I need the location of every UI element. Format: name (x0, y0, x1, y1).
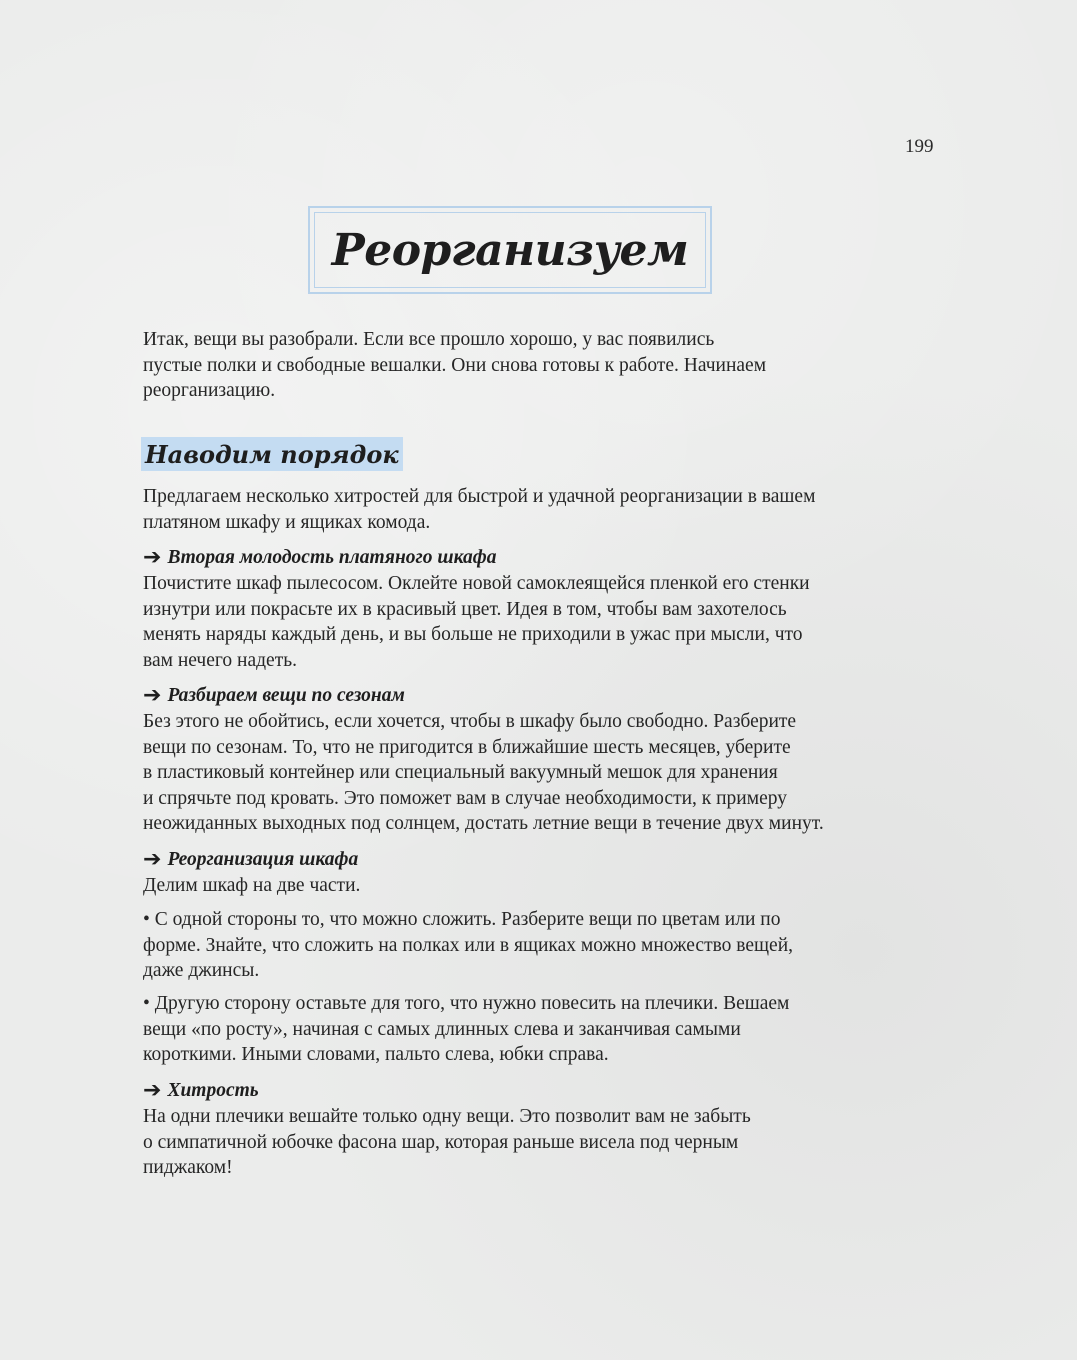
tip-paragraph (143, 571, 903, 673)
tip-line: и спрячьте под кровать. Это поможет вам в случае необходимости, к примеру (143, 787, 787, 809)
tip-line: менять наряды каждый день, и вы больше не приходили в ужас при мысли, что (143, 624, 803, 645)
page-number: 199 (905, 136, 934, 157)
intro-line: реорганизацию. (143, 380, 276, 401)
intro-line: пустые полки и свободные вешалки. Они снова готовы к работе. Начинаем (143, 354, 767, 376)
tip-paragraph (143, 709, 903, 837)
bullet-line: • Другую сторону оставьте для того, что нужно повесить на плечики. Вешаем (143, 993, 790, 1014)
tip-line: Делим шкаф на две части. (143, 875, 361, 896)
bullet-line: вещи «по росту», начиная с самых длинных слева и заканчивая самыми (143, 1018, 741, 1040)
section-intro-paragraph (143, 484, 903, 535)
tip-title: Хитрость (167, 1080, 259, 1101)
bullet-paragraph (143, 907, 903, 984)
bullet-line: короткими. Иными словами, пальто слева, юбки справа. (143, 1044, 609, 1065)
tip-line: изнутри или покрасьте их в красивый цвет. Идея в том, чтобы вам захотелось (143, 598, 787, 620)
section-heading-text: Наводим порядок (145, 439, 399, 469)
title-frame-inner (314, 212, 706, 288)
tip-heading (143, 1079, 259, 1103)
tip-line: пиджаком! (143, 1157, 233, 1178)
tip-heading (143, 546, 496, 570)
arrow-right-icon: ➔ (143, 847, 162, 872)
arrow-right-icon: ➔ (143, 545, 162, 570)
tip-line: в пластиковый контейнер или специальный вакуумный мешок для хранения (143, 762, 778, 783)
tip-line: На одни плечики вешайте только одну вещи. Это позволит вам не забыть (143, 1106, 751, 1127)
tip-paragraph (143, 1104, 903, 1181)
tip-title: Реорганизация шкафа (167, 849, 359, 870)
tip-line: Почистите шкаф пылесосом. Оклейте новой самоклеящейся пленкой его стенки (143, 573, 810, 594)
section-heading (141, 437, 403, 471)
tip-line: Без этого не обойтись, если хочется, чтобы в шкафу было свободно. Разберите (143, 711, 797, 732)
tip-line: вам нечего надеть. (143, 649, 297, 671)
tip-heading (143, 848, 358, 872)
title-frame (308, 206, 712, 294)
bullet-line: • С одной стороны то, что можно сложить. Разберите вещи по цветам или по (143, 909, 781, 930)
tip-line: вещи по сезонам. То, что не пригодится в ближайшие шесть месяцев, уберите (143, 736, 791, 758)
intro-paragraph (143, 327, 903, 404)
tip-line: неожиданных выходных под солнцем, достать летние вещи в течение двух минут. (143, 813, 824, 834)
tip-paragraph (143, 873, 903, 899)
tip-title: Вторая молодость платяного шкафа (167, 547, 497, 568)
page-title: Реорганизуем (331, 224, 689, 276)
arrow-right-icon: ➔ (143, 1078, 162, 1103)
tip-line: о симпатичной юбочке фасона шар, которая раньше висела под черным (143, 1131, 739, 1153)
section-intro-line: платяном шкафу и ящиках комода. (143, 511, 431, 533)
intro-line: Итак, вещи вы разобрали. Если все прошло хорошо, у вас появились (143, 329, 715, 350)
bullet-paragraph (143, 991, 903, 1068)
tip-heading (143, 684, 405, 708)
bullet-line: форме. Знайте, что сложить на полках или в ящиках можно множество вещей, (143, 934, 794, 956)
section-intro-line: Предлагаем несколько хитростей для быстрой и удачной реорганизации в вашем (143, 486, 816, 507)
bullet-line: даже джинсы. (143, 960, 260, 981)
arrow-right-icon: ➔ (143, 683, 162, 708)
tip-title: Разбираем вещи по сезонам (167, 685, 405, 706)
